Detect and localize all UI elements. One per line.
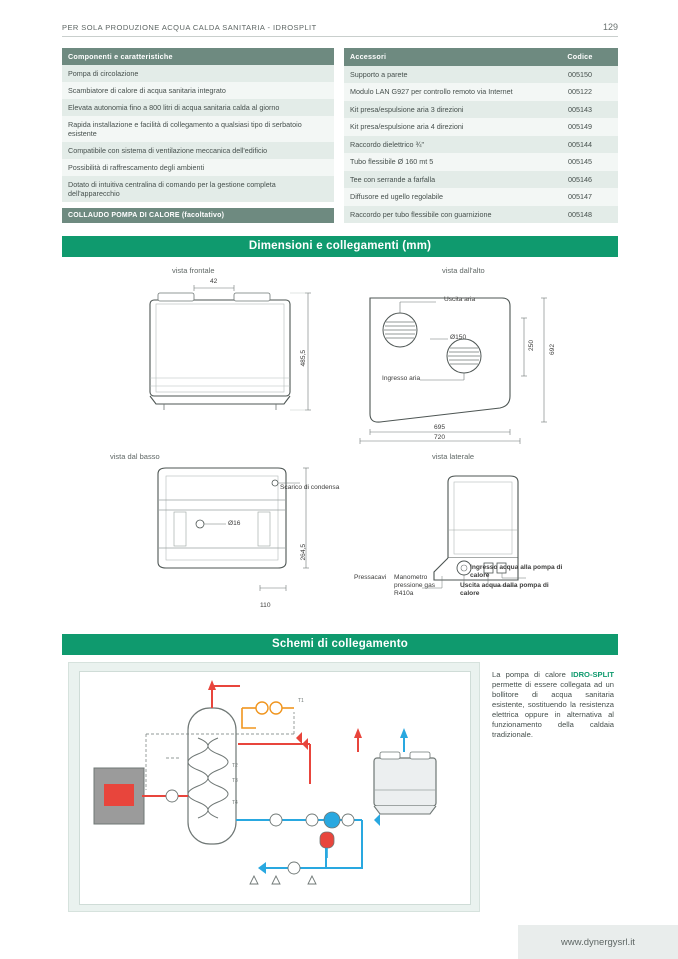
table-cell-code: 005146 [542,171,618,189]
table-row: Rapida installazione e facilità di collegamento a qualsiasi tipo di serbatoio esistente [62,116,334,142]
table-row: Kit presa/espulsione aria 4 direzioni [344,118,542,136]
page-number: 129 [602,22,618,32]
dim-top-width-inner: 695 [434,424,446,431]
table-row: Elevata autonomia fino a 800 litri di acqua sanitaria calda al giorno [62,99,334,116]
tables-row [62,48,618,223]
accessories-table [344,48,618,223]
scheme-brand: IDRO-SPLIT [570,670,614,679]
scheme-text-part1: La pompa di calore [492,670,571,679]
dim-front-height: 485,5 [300,350,307,367]
table-row: Possibilità di raffrescamento degli ambienti [62,159,334,176]
table-cell-code: 005122 [542,83,618,101]
scheme-description [492,670,614,740]
scheme-text-part2: permette di essere collegata ad un bollitore di acqua sanitaria esistente, sostituendo la resistenza elettrica oppure in alternativa al funzionamento della caldaia tradizionale. [492,680,614,740]
table-row: Supporto a parete [344,66,542,84]
section-title-dimensions: Dimensioni e collegamenti (mm) [62,236,618,257]
top-view-drawing [352,284,567,444]
label-diameter-150: Ø150 [450,334,467,341]
table-cell-code: 005148 [542,206,618,224]
scheme-diagram-box [68,662,480,912]
table-row: Compatibile con sistema di ventilazione meccanica dell'edificio [62,142,334,159]
header-title: PER SOLA PRODUZIONE ACQUA CALDA SANITARIA - IDROSPLIT [62,23,317,32]
page-header [62,22,618,37]
features-table-wrap [62,48,334,223]
footer-bar [518,925,678,959]
table-row: Dotato di intuitiva centralina di comando per la gestione completa dell'apparecchio [62,176,334,202]
table-row: Kit presa/espulsione aria 3 direzioni [344,101,542,119]
drawings-area [62,262,618,628]
scheme-diagram [79,671,471,905]
label-manometro: Manometro pressione gas R410a [394,574,436,597]
caption-top-view: vista dall'alto [442,266,485,275]
table-row: Modulo LAN G927 per controllo remoto via Internet [344,83,542,101]
hydraulic-diagram [80,672,472,906]
table-row: Scambiatore di calore di acqua sanitaria integrato [62,82,334,99]
accessories-table-header-code: Codice [542,48,618,66]
dim-front-top: 42 [210,278,218,285]
section-title-schemes: Schemi di collegamento [62,634,618,655]
svg-text:T3: T3 [232,778,238,784]
collaudo-bar: COLLAUDO POMPA DI CALORE (facoltativo) [62,208,334,223]
label-inlet-air: Ingresso aria [382,375,421,382]
schemes-area [62,662,618,912]
svg-text:T4: T4 [232,800,238,806]
table-cell-code: 005149 [542,118,618,136]
accessories-table-header-name: Accessori [344,48,542,66]
label-diameter-16: Ø16 [228,520,241,527]
dim-top-inner: 250 [528,340,535,352]
label-outlet-air: Uscita aria [444,296,476,303]
front-view-drawing [112,282,342,432]
table-cell-code: 005147 [542,188,618,206]
table-row: Pompa di circolazione [62,65,334,82]
label-ingresso-acqua: Ingresso acqua alla pompa di calore [470,564,563,579]
caption-side-view: vista laterale [432,452,475,461]
features-table-header: Componenti e caratteristiche [62,48,334,65]
caption-bottom-view: vista dal basso [110,452,160,461]
table-row: Tee con serrande a farfalla [344,171,542,189]
table-row: Tubo flessibile Ø 160 mt 5 [344,153,542,171]
label-uscita-acqua: Uscita acqua dalla pompa di calore [460,582,549,597]
svg-text:T1: T1 [298,698,304,704]
dim-top-outer: 692 [549,344,556,356]
table-row: Diffusore ed ugello regolabile [344,188,542,206]
table-cell-code: 005144 [542,136,618,154]
caption-front-view: vista frontale [172,266,215,275]
table-row: Raccordo per tubo flessibile con guarnizione [344,206,542,224]
dim-bottom-width: 110 [260,602,271,609]
svg-text:T2: T2 [232,763,238,769]
table-row: Raccordo dielettrico ¾" [344,136,542,154]
footer-website: www.dynergysrl.it [561,936,635,948]
label-pressacavi: Pressacavi [354,574,387,581]
dim-bottom-height: 264,5 [300,544,307,561]
table-cell-code: 005145 [542,153,618,171]
table-cell-code: 005143 [542,101,618,119]
label-condensate-drain: Scarico di condensa [280,484,340,491]
features-table [62,48,334,202]
table-cell-code: 005150 [542,66,618,84]
dim-top-width-outer: 720 [434,434,446,441]
